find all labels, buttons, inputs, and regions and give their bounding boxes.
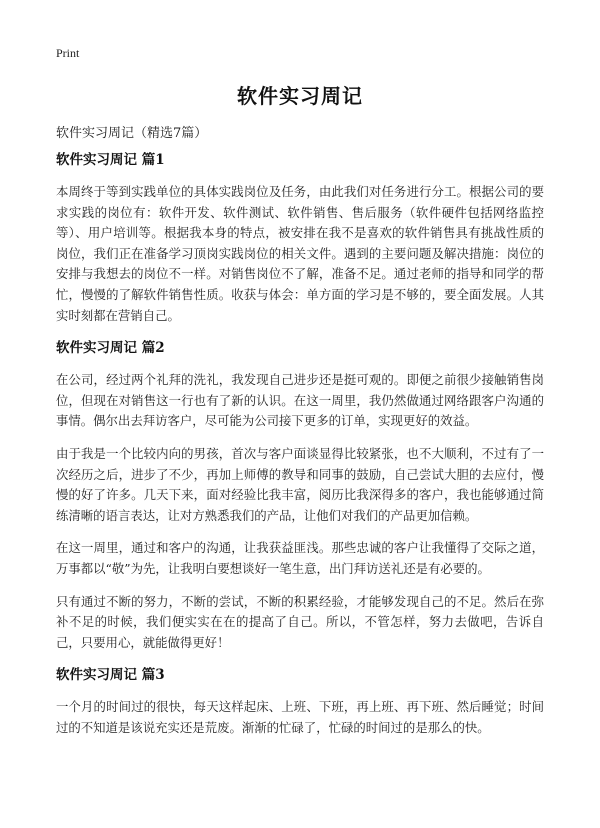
paragraph: 只有通过不断的努力，不断的尝试，不断的积累经验，才能够发现自己的不足。然后在弥补不足的时候，我们便实实在在的提高了自己。所以，不管怎样，努力去做吧，告诉自己，只要用心，就能做得更好！ bbox=[56, 593, 544, 650]
paragraph: 在这一周里，通过和客户的沟通，让我获益匪浅。那些忠诚的客户让我懂得了交际之道，万事都以“敬”为先，让我明白要想谈好一笔生意，出门拜访送礼还是有必要的。 bbox=[56, 540, 544, 576]
section-1 bbox=[56, 150, 544, 326]
paragraph: 由于我是一个比较内向的男孩，首次与客户面谈显得比较紧张，也不大顺利，不过有了一次经历之后，进步了不少，再加上师傅的教导和同事的鼓励，自己尝试大胆的去应付，慢慢的好了许多。几天下来，面对经验比我丰富，阅历比我深得多的客户，我也能够通过简练清晰的语言表达，让对方熟悉我们的产品，让他们对我们的产品更加信赖。 bbox=[56, 445, 544, 523]
section-heading: 软件实习周记 篇1 bbox=[56, 152, 165, 168]
print-link[interactable]: Print bbox=[56, 46, 80, 60]
section-2 bbox=[56, 338, 544, 653]
section-heading: 软件实习周记 篇3 bbox=[56, 667, 165, 684]
document-body bbox=[56, 150, 544, 750]
page-title: 软件实习周记 bbox=[237, 84, 363, 108]
section-heading: 软件实习周记 篇2 bbox=[56, 340, 165, 357]
paragraph: 在公司，经过两个礼拜的洗礼，我发现自己进步还是挺可观的。即便之前很少接触销售岗位，但现在对销售这一行也有了新的认识。在这一周里，我仍然做通过网络跟客户沟通的事情。偶尔出去拜访客户，尽可能为公司接下更多的订单，实现更好的效益。 bbox=[56, 372, 544, 429]
paragraph: 一个月的时间过的很快，每天这样起床、上班、下班，再上班、再下班、然后睡觉；时间过的不知道是该说充实还是荒废。渐渐的忙碌了，忙碌的时间过的是那么的快。 bbox=[56, 699, 544, 735]
document-subtitle: 软件实习周记（精选7篇） bbox=[56, 126, 208, 141]
section-3 bbox=[56, 665, 544, 738]
paragraph: 本周终于等到实践单位的具体实践岗位及任务，由此我们对任务进行分工。根据公司的要求实践的岗位有：软件开发、软件测试、软件销售、售后服务（软件硬件包括网络监控等）、用户培训等。根据我本身的特点，被安排在我不是喜欢的软件销售具有挑战性质的岗位，我们正在准备学习顶岗实践岗位的相关文件。遇到的主要问题及解决措施：岗位的安排与我想去的岗位不一样。对销售岗位不了解，准备不足。通过老师的指导和同学的帮忙，慢慢的了解软件销售性质。收获与体会：单方面的学习是不够的，要全面发展。人其实时刻都在营销自己。 bbox=[56, 184, 544, 323]
